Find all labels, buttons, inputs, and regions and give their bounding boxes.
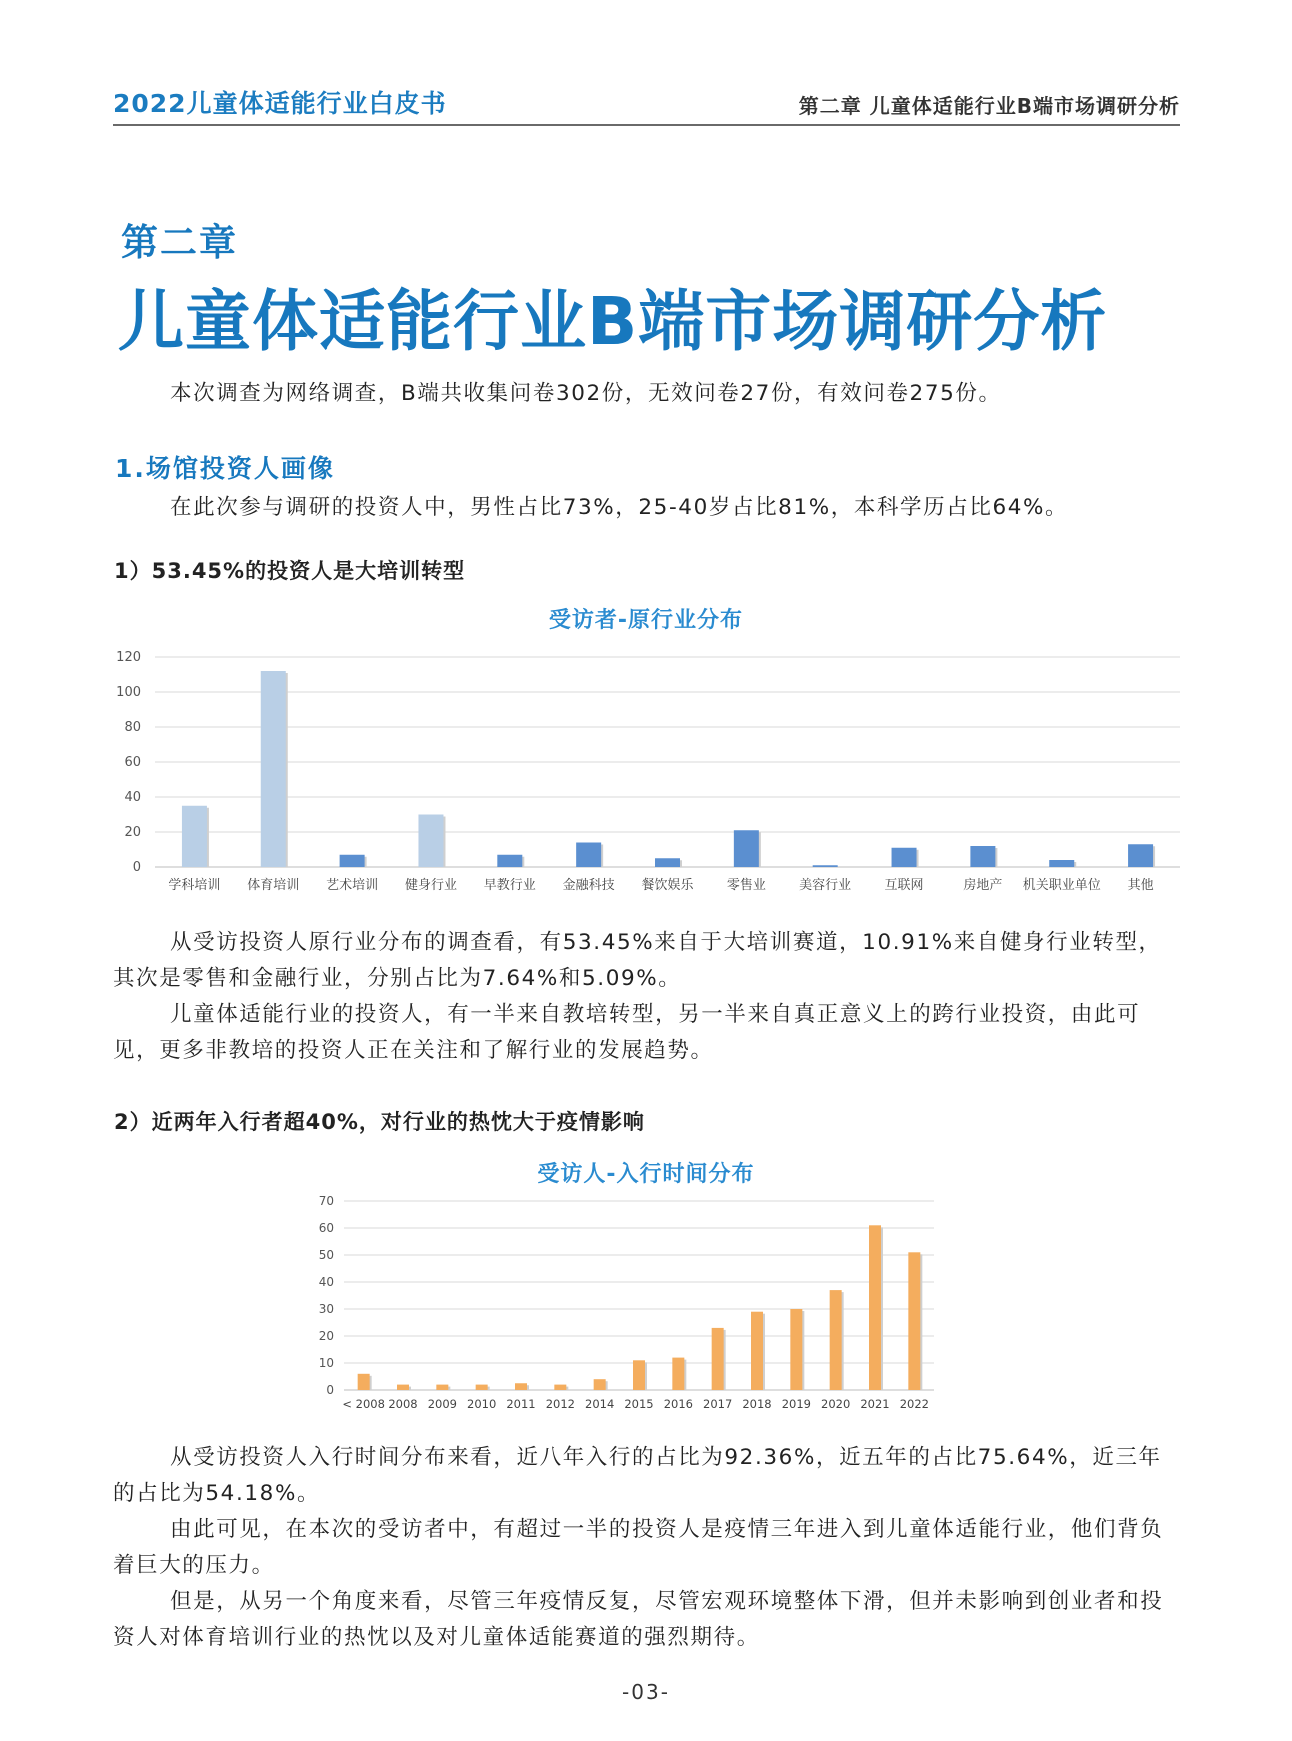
- bar: [970, 846, 995, 867]
- section-title: 1.场馆投资人画像: [115, 454, 335, 483]
- x-tick-label: 健身行业: [404, 878, 457, 893]
- subsection-title-2: 2）近两年入行者超40%，对行业的热忱大于疫情影响: [114, 1110, 645, 1134]
- y-tick-label: 40: [318, 1275, 334, 1289]
- header-chapter-title: 第二章 儿童体适能行业B端市场调研分析: [798, 94, 1180, 118]
- x-tick-label: 体育培训: [247, 878, 300, 893]
- bar: [633, 1360, 645, 1390]
- bar: [515, 1383, 527, 1390]
- bar: [908, 1252, 920, 1390]
- bar: [576, 843, 601, 868]
- y-tick-label: 60: [318, 1221, 334, 1235]
- y-tick-label: 0: [132, 860, 141, 875]
- x-tick-label: < 2008: [342, 1397, 385, 1411]
- paragraph-industry-2: 儿童体适能行业的投资人，有一半来自教培转型，另一半来自真正意义上的跨行业投资，由此可见，更多非教培的投资人正在关注和了解行业的发展趋势。: [113, 1002, 1141, 1063]
- bar: [1049, 860, 1074, 867]
- x-tick-label: 2020: [821, 1397, 851, 1411]
- y-tick-label: 120: [116, 650, 141, 665]
- paragraph-entry-3: 但是，从另一个角度来看，尽管三年疫情反复，尽管宏观环境整体下滑，但并未影响到创业者和投资人对体育培训行业的热忱以及对儿童体适能赛道的强烈期待。: [113, 1589, 1164, 1650]
- bar: [397, 1385, 409, 1390]
- header-divider: [113, 124, 1180, 126]
- x-tick-label: 餐饮娱乐: [641, 878, 694, 893]
- bar: [892, 848, 917, 867]
- chart-title-2: 受访人-入行时间分布: [537, 1162, 755, 1187]
- bar: [751, 1312, 763, 1390]
- x-tick-label: 2019: [781, 1397, 811, 1411]
- bar: [358, 1374, 370, 1390]
- x-tick-label: 2017: [703, 1397, 733, 1411]
- paragraph-entry-1: 从受访投资人入行时间分布来看，近八年入行的占比为92.36%，近五年的占比75.64%，近三年的占比为54.18%。: [113, 1445, 1162, 1506]
- x-tick-label: 房地产: [963, 878, 1003, 893]
- x-tick-label: 2014: [585, 1397, 615, 1411]
- x-tick-label: 互联网: [884, 878, 924, 893]
- intro-paragraph: 本次调查为网络调查，B端共收集问卷302份，无效问卷27份，有效问卷275份。: [170, 381, 1002, 406]
- header-doc-title: 2022儿童体适能行业白皮书: [113, 89, 447, 118]
- x-tick-label: 2015: [624, 1397, 654, 1411]
- bar: [790, 1309, 802, 1390]
- y-tick-label: 10: [318, 1356, 334, 1370]
- x-tick-label: 2021: [860, 1397, 890, 1411]
- x-tick-label: 学科培训: [168, 878, 221, 893]
- paragraph-industry-1: 从受访投资人原行业分布的调查看，有53.45%来自于大培训赛道，10.91%来自健身行业转型，其次是零售和金融行业，分别占比为7.64%和5.09%。: [113, 930, 1162, 991]
- x-tick-label: 2012: [545, 1397, 575, 1411]
- x-tick-label: 金融科技: [562, 878, 615, 893]
- bar: [182, 806, 207, 867]
- y-tick-label: 50: [318, 1248, 334, 1262]
- x-tick-label: 其他: [1127, 878, 1154, 893]
- bar: [655, 858, 680, 867]
- x-tick-label: 2018: [742, 1397, 772, 1411]
- bar: [554, 1385, 566, 1390]
- bar: [734, 830, 759, 867]
- x-tick-label: 2011: [506, 1397, 536, 1411]
- chart-title-1: 受访者-原行业分布: [548, 608, 744, 633]
- bar: [418, 815, 443, 868]
- x-tick-label: 2016: [663, 1397, 693, 1411]
- bar: [1128, 844, 1153, 867]
- industry-distribution-chart: [113, 640, 1193, 905]
- x-tick-label: 2022: [899, 1397, 929, 1411]
- bar: [869, 1225, 881, 1390]
- x-tick-label: 2010: [467, 1397, 497, 1411]
- y-tick-label: 0: [326, 1383, 334, 1397]
- subsection-title-1: 1）53.45%的投资人是大培训转型: [114, 559, 466, 583]
- bar: [712, 1328, 724, 1390]
- bar: [594, 1379, 606, 1390]
- bar: [340, 855, 365, 867]
- x-tick-label: 早教行业: [483, 878, 536, 893]
- bar: [261, 671, 286, 867]
- chapter-number: 第二章: [121, 221, 238, 264]
- entry-year-chart: [300, 1188, 950, 1428]
- x-tick-label: 美容行业: [799, 878, 852, 893]
- section-paragraph: 在此次参与调研的投资人中，男性占比73%，25-40岁占比81%，本科学历占比64%。: [170, 495, 1069, 520]
- y-tick-label: 30: [318, 1302, 334, 1316]
- bar: [436, 1385, 448, 1390]
- chapter-title: 儿童体适能行业B端市场调研分析: [118, 283, 1108, 360]
- x-tick-label: 2008: [388, 1397, 418, 1411]
- y-tick-label: 100: [116, 685, 141, 700]
- bar: [476, 1385, 488, 1390]
- bar: [672, 1358, 684, 1390]
- y-tick-label: 80: [124, 720, 141, 735]
- x-tick-label: 2009: [427, 1397, 457, 1411]
- y-tick-label: 60: [124, 755, 141, 770]
- x-tick-label: 零售业: [726, 878, 766, 893]
- y-tick-label: 20: [124, 825, 141, 840]
- paragraph-entry-2: 由此可见，在本次的受访者中，有超过一半的投资人是疫情三年进入到儿童体适能行业，他们背负着巨大的压力。: [113, 1517, 1164, 1578]
- x-tick-label: 艺术培训: [326, 878, 379, 893]
- x-tick-label: 机关职业单位: [1022, 878, 1101, 893]
- y-tick-label: 40: [124, 790, 141, 805]
- bar: [830, 1290, 842, 1390]
- bar: [813, 865, 838, 867]
- y-tick-label: 20: [318, 1329, 334, 1343]
- page-number: -03-: [622, 1680, 670, 1704]
- bar: [497, 855, 522, 867]
- y-tick-label: 70: [318, 1194, 334, 1208]
